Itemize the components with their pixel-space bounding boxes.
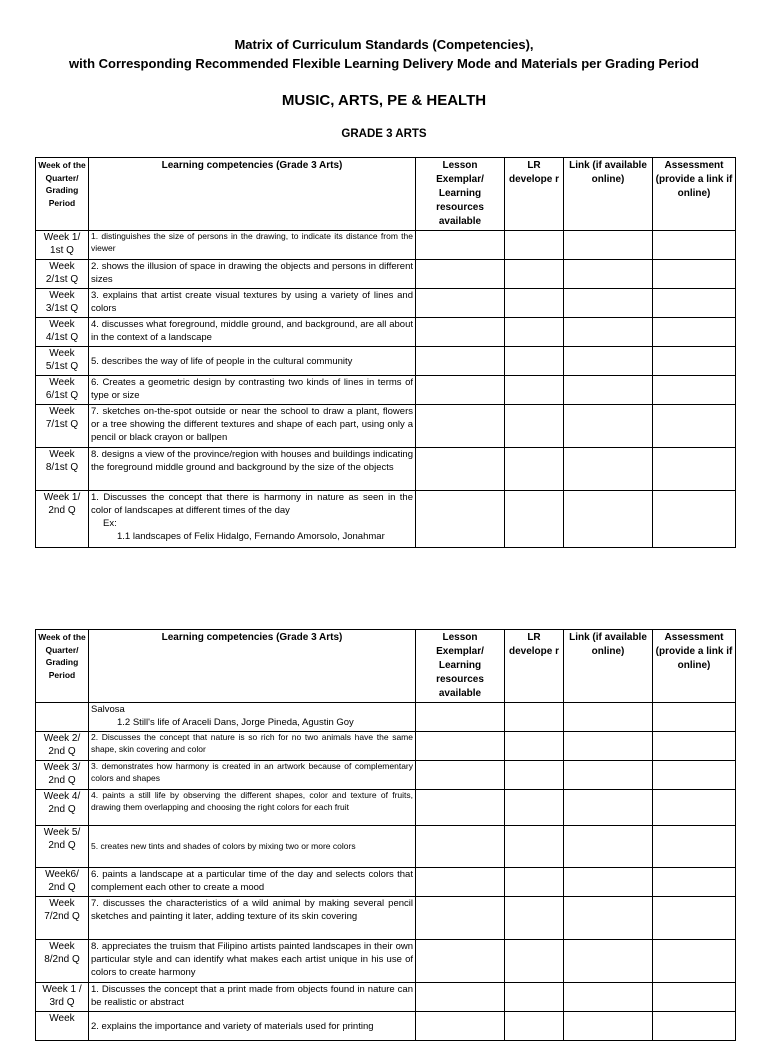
week-cell: Week 4/1st Q <box>36 318 89 347</box>
table-row <box>36 347 736 376</box>
table-row <box>36 491 736 548</box>
assessment-cell <box>653 761 736 790</box>
link-cell <box>564 897 653 940</box>
competency-cell: 2. explains the importance and variety of materials used for printing <box>89 1012 416 1041</box>
exemplar-cell <box>416 405 505 448</box>
week-cell: Week 5/ 2nd Q <box>36 826 89 868</box>
assessment-cell <box>653 868 736 897</box>
week-cell: Week 3/ 2nd Q <box>36 761 89 790</box>
table-row <box>36 289 736 318</box>
table-row <box>36 868 736 897</box>
competency-cell: 1. Discusses the concept that a print made from objects found in nature can be realistic or abstract <box>89 983 416 1012</box>
competency-cell: 3. demonstrates how harmony is created in an artwork because of complementary colors and shapes <box>89 761 416 790</box>
link-cell <box>564 347 653 376</box>
week-cell: Week 8/1st Q <box>36 448 89 491</box>
exemplar-cell <box>416 491 505 548</box>
assessment-cell <box>653 376 736 405</box>
link-cell <box>564 1012 653 1041</box>
lr-cell <box>505 231 564 260</box>
week-cell <box>36 703 89 732</box>
table-row <box>36 260 736 289</box>
week-cell: Week 6/1st Q <box>36 376 89 405</box>
continued-text: Salvosa <box>91 704 125 715</box>
column-header-exemplar: Lesson Exemplar/ Learning resources available <box>416 158 505 231</box>
assessment-cell <box>653 790 736 826</box>
link-cell <box>564 405 653 448</box>
link-cell <box>564 376 653 405</box>
table-row <box>36 448 736 491</box>
lr-cell <box>505 260 564 289</box>
assessment-cell <box>653 732 736 761</box>
column-header-lr-developer: LR develope r <box>505 158 564 231</box>
lr-cell <box>505 703 564 732</box>
assessment-cell <box>653 1012 736 1041</box>
lr-cell <box>505 897 564 940</box>
competency-cell: 3. explains that artist create visual textures by using a variety of lines and colors <box>89 289 416 318</box>
competency-cell: 2. shows the illusion of space in drawing the objects and persons in different sizes <box>89 260 416 289</box>
week-cell: Week6/ 2nd Q <box>36 868 89 897</box>
table-row <box>36 732 736 761</box>
link-cell <box>564 491 653 548</box>
assessment-cell <box>653 983 736 1012</box>
assessment-cell <box>653 826 736 868</box>
assessment-cell <box>653 897 736 940</box>
lr-cell <box>505 405 564 448</box>
example-item: 1.1 landscapes of Felix Hidalgo, Fernando Amorsolo, Jonahmar <box>117 531 385 542</box>
link-cell <box>564 231 653 260</box>
competency-cell: 8. designs a view of the province/region with houses and buildings indicating the foreground middle ground and background by the size of the objects <box>89 448 416 491</box>
exemplar-cell <box>416 1012 505 1041</box>
exemplar-cell <box>416 260 505 289</box>
column-header-assessment: Assessment (provide a link if online) <box>653 158 736 231</box>
assessment-cell <box>653 347 736 376</box>
column-header-competencies: Learning competencies (Grade 3 Arts) <box>89 630 416 703</box>
table-row <box>36 761 736 790</box>
example-label: Ex: <box>103 518 117 529</box>
exemplar-cell <box>416 376 505 405</box>
exemplar-cell <box>416 826 505 868</box>
lr-cell <box>505 448 564 491</box>
lr-cell <box>505 732 564 761</box>
assessment-cell <box>653 289 736 318</box>
table-row <box>36 405 736 448</box>
table-row <box>36 790 736 826</box>
column-header-lr-developer: LR develope r <box>505 630 564 703</box>
week-cell: Week 7/1st Q <box>36 405 89 448</box>
week-cell: Week 2/ 2nd Q <box>36 732 89 761</box>
link-cell <box>564 260 653 289</box>
link-cell <box>564 703 653 732</box>
table-row <box>36 376 736 405</box>
competency-cell <box>89 703 416 732</box>
table-row <box>36 897 736 940</box>
link-cell <box>564 790 653 826</box>
link-cell <box>564 318 653 347</box>
document-title-line-2: with Corresponding Recommended Flexible Learning Delivery Mode and Materials per Grading Period <box>69 56 699 71</box>
link-cell <box>564 940 653 983</box>
competency-cell <box>89 491 416 548</box>
table-row <box>36 940 736 983</box>
exemplar-cell <box>416 940 505 983</box>
assessment-cell <box>653 703 736 732</box>
example-item: 1.2 Still's life of Araceli Dans, Jorge Pineda, Agustin Goy <box>117 717 354 728</box>
lr-cell <box>505 983 564 1012</box>
table-row <box>36 826 736 868</box>
lr-cell <box>505 826 564 868</box>
lr-cell <box>505 376 564 405</box>
assessment-cell <box>653 940 736 983</box>
assessment-cell <box>653 260 736 289</box>
exemplar-cell <box>416 983 505 1012</box>
assessment-cell <box>653 318 736 347</box>
competency-cell: 4. paints a still life by observing the different shapes, color and texture of fruits, drawing them overlapping and choosing the right colors for each fruit <box>89 790 416 826</box>
week-cell: Week <box>36 1012 89 1041</box>
assessment-cell <box>653 448 736 491</box>
week-cell: Week 5/1st Q <box>36 347 89 376</box>
week-cell: Week 7/2nd Q <box>36 897 89 940</box>
link-cell <box>564 826 653 868</box>
link-cell <box>564 289 653 318</box>
table-row <box>36 983 736 1012</box>
competency-cell: 5. creates new tints and shades of colors by mixing two or more colors <box>89 826 416 868</box>
week-cell: Week 1 / 3rd Q <box>36 983 89 1012</box>
exemplar-cell <box>416 703 505 732</box>
competency-cell: 6. paints a landscape at a particular time of the day and selects colors that complement each other to create a mood <box>89 868 416 897</box>
column-header-assessment: Assessment (provide a link if online) <box>653 630 736 703</box>
exemplar-cell <box>416 897 505 940</box>
exemplar-cell <box>416 347 505 376</box>
competency-cell: 1. distinguishes the size of persons in the drawing, to indicate its distance from the viewer <box>89 231 416 260</box>
competency-cell: 4. discusses what foreground, middle ground, and background, are all about in the context of a landscape <box>89 318 416 347</box>
lr-cell <box>505 940 564 983</box>
column-header-link: Link (if available online) <box>564 158 653 231</box>
column-header-week: Week of the Quarter/ Grading Period <box>36 158 89 231</box>
exemplar-cell <box>416 318 505 347</box>
grade-heading: GRADE 3 ARTS <box>341 128 427 140</box>
week-cell: Week 3/1st Q <box>36 289 89 318</box>
lr-cell <box>505 289 564 318</box>
competency-cell: 7. sketches on-the-spot outside or near the school to draw a plant, flowers or a tree showing the different textures and shape of each part, using only a pencil or black crayon or ballpen <box>89 405 416 448</box>
week-cell: Week 8/2nd Q <box>36 940 89 983</box>
column-header-exemplar: Lesson Exemplar/ Learning resources available <box>416 630 505 703</box>
exemplar-cell <box>416 289 505 318</box>
column-header-link: Link (if available online) <box>564 630 653 703</box>
lr-cell <box>505 491 564 548</box>
competency-table-1 <box>35 157 736 548</box>
column-header-competencies: Learning competencies (Grade 3 Arts) <box>89 158 416 231</box>
week-cell: Week 1/ 1st Q <box>36 231 89 260</box>
lr-cell <box>505 347 564 376</box>
exemplar-cell <box>416 761 505 790</box>
table-row <box>36 318 736 347</box>
assessment-cell <box>653 405 736 448</box>
competency-cell: 5. describes the way of life of people in the cultural community <box>89 347 416 376</box>
competency-cell: 8. appreciates the truism that Filipino artists painted landscapes in their own particular style and can identify what makes each artist unique in his use of colors to create harmony <box>89 940 416 983</box>
column-header-week: Week of the Quarter/ Grading Period <box>36 630 89 703</box>
week-cell: Week 4/ 2nd Q <box>36 790 89 826</box>
table-row <box>36 231 736 260</box>
assessment-cell <box>653 491 736 548</box>
competency-cell: 7. discusses the characteristics of a wild animal by making several pencil sketches and painting it later, adding texture of its skin covering <box>89 897 416 940</box>
lr-cell <box>505 790 564 826</box>
table-row <box>36 703 736 732</box>
lr-cell <box>505 761 564 790</box>
competency-table-2 <box>35 629 736 1041</box>
exemplar-cell <box>416 868 505 897</box>
link-cell <box>564 732 653 761</box>
table-header-row <box>36 158 736 231</box>
competency-cell: 6. Creates a geometric design by contrasting two kinds of lines in terms of type or size <box>89 376 416 405</box>
competency-text: 1. Discusses the concept that there is harmony in nature as seen in the color of landscapes at different times of the day <box>91 492 413 516</box>
exemplar-cell <box>416 732 505 761</box>
exemplar-cell <box>416 790 505 826</box>
assessment-cell <box>653 231 736 260</box>
week-cell: Week 2/1st Q <box>36 260 89 289</box>
lr-cell <box>505 1012 564 1041</box>
exemplar-cell <box>416 231 505 260</box>
competency-cell: 2. Discusses the concept that nature is so rich for no two animals have the same shape, skin covering and color <box>89 732 416 761</box>
table-header-row <box>36 630 736 703</box>
lr-cell <box>505 868 564 897</box>
link-cell <box>564 448 653 491</box>
week-cell: Week 1/ 2nd Q <box>36 491 89 548</box>
table-row <box>36 1012 736 1041</box>
exemplar-cell <box>416 448 505 491</box>
document-title-line-1: Matrix of Curriculum Standards (Competencies), <box>234 37 534 52</box>
link-cell <box>564 868 653 897</box>
link-cell <box>564 761 653 790</box>
subject-heading: MUSIC, ARTS, PE & HEALTH <box>281 92 487 109</box>
link-cell <box>564 983 653 1012</box>
lr-cell <box>505 318 564 347</box>
